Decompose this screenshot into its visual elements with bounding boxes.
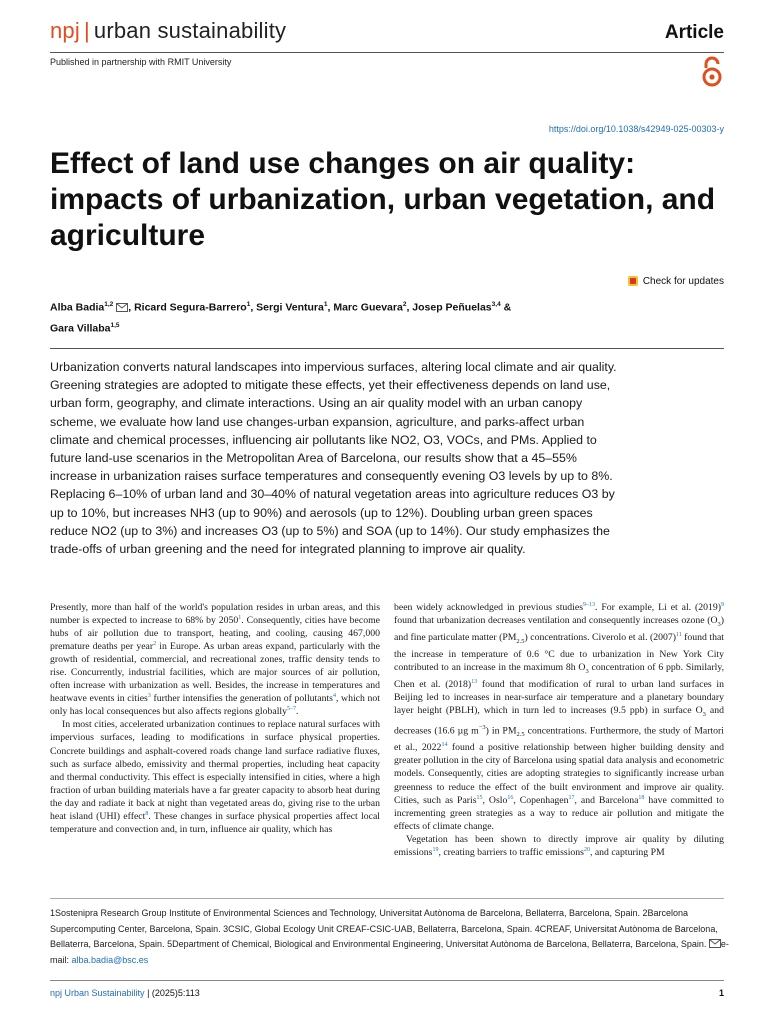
citation-ref[interactable]: 2 [153, 640, 157, 647]
mail-icon[interactable] [116, 303, 128, 312]
affiliation-text: 1Sostenipra Research Group Institute of Environmental Sciences and Technology, Universitat Autònoma de Barcelona, Bellaterra, Barcelona, Spain. 2Barcelona Supercomputing Center, Barcelona, Spain. 3CSIC, Global Ecology Unit CREAF-CSIC-UAB, Bellaterra, Barcelona, Spain. 4CREAF, Universitat Autònoma de Barcelona, Bellaterra, Barcelona, Spain. 5Department of Chemical, Biological and Environmental Engineering, Universitat Autònoma de Barcelona, Bellaterra, Barcelona, Spain. [50, 908, 718, 950]
author-affiliation: 3,4 [491, 301, 501, 308]
affiliations [50, 906, 730, 968]
partnership-note: Published in partnership with RMIT University [50, 57, 232, 67]
check-updates-label: Check for updates [642, 275, 724, 287]
citation-ref[interactable]: 20 [583, 846, 590, 853]
open-access-lock-icon[interactable] [701, 56, 723, 88]
citation-ref[interactable]: 9–13 [583, 601, 595, 608]
author-affiliation: 1 [323, 301, 328, 308]
journal-separator: | [83, 18, 90, 43]
article-type-label: Article [664, 22, 724, 43]
citation-ref[interactable]: 15 [476, 794, 483, 801]
doi-link[interactable]: https://doi.org/10.1038/s42949-025-00303-y [548, 124, 724, 134]
body-paragraph: Presently, more than half of the world's population resides in urban areas, and this number is expected to increase to 68% by 2050$^1$. Consequently, cities have become hubs of air pollution due to transport, heating, and cooling, causing 467,000 premature deaths per year$^2$ in Europe. As urban areas expand, particularly with the growth of residential, commercial, and recreational zones, traffic density tends to rise. Concurrently, industrial facilities, which are major sources of air pollution, often increase with urbanization as well. Besides, the increase in temperatures and heatwave events in cities$^3$ further intensifies the generation of pollutants$^4$, which not only has local consequences but also affects regions globally$^{5-7}$. [50, 602, 380, 718]
check-updates-icon [627, 275, 639, 287]
footer-journal-link[interactable]: npj Urban Sustainability [50, 988, 145, 998]
citation-ref[interactable]: 8 [145, 810, 149, 817]
body-column-right [394, 601, 724, 859]
citation-ref[interactable]: 1 [238, 614, 242, 621]
citation-ref[interactable]: 4 [332, 693, 336, 700]
citation-ref[interactable]: 16 [507, 794, 514, 801]
author-affiliation: 2 [402, 301, 407, 308]
citation-ref[interactable]: 17 [568, 794, 575, 801]
body-column-left [50, 601, 380, 836]
body-paragraph: been widely acknowledged in previous studies$^{9-13}$. For example, Li et al. (2019)$^9$ found that urbanization decreases ventilation and consequently increases ozone $(O_3)$ and fine particulate matter $(PM_{2.5})$ concentrations. Civerolo et al. (2007)$^{11}$ found that the increase in temperature of 0.6 °C due to urbanization in New York City contributed to an increase in the maximum 8h $O_3$ concentration of 6 ppb. Similarly, Chen et al. (2018)$^{13}$ found that modification of rural to urban land surfaces in Beijing led to increases in near-surface air temperature and a planetary boundary layer height (PBLH), which in turn led to increases (9.5 ppb) in surface $O_3$ and decreases (16.6 µg $m^{-3}$) in $PM_{2.5}$ concentrations. Furthermore, the study of Martori et al., 2022$^{14}$ found a positive relationship between higher building density and greater pollution in the city of Barcelona using spatial data analysis and econometric models. Consequently, cities are adopting strategies to significantly increase urban greenness to reduce the effect of the built environment and improve air quality. Cities, such as Paris$^{15}$, Oslo$^{16}$, Copenhagen$^{17}$, and Barcelona$^{18}$ have committed to incrementing green strategies as a way to reduce air pollution and mitigate the effects of climate change. [394, 601, 725, 832]
footer-divider [50, 980, 724, 981]
body-paragraph: Vegetation has been shown to directly improve air quality by diluting emissions$^{19}$, creating barriers to traffic emissions$^{20}$, and capturing PM [394, 833, 724, 858]
email-label: e-mail: [50, 939, 729, 965]
footer-citation: npj Urban Sustainability | (2025)5:113 [50, 988, 200, 998]
footer-volume: (2025)5:113 [151, 988, 200, 998]
check-updates-button[interactable] [627, 275, 724, 287]
author-name[interactable]: Sergi Ventura [256, 301, 324, 314]
journal-prefix: npj [50, 18, 80, 43]
citation-ref[interactable]: 5–7 [287, 706, 297, 713]
email-link[interactable]: alba.badia@bsc.es [71, 954, 149, 965]
author-name[interactable]: Ricard Segura-Barrero [134, 301, 247, 314]
author-name[interactable]: Marc Guevara [333, 301, 403, 314]
abstract: Urbanization converts natural landscapes into impervious surfaces, altering local climate and air quality. Greening strategies are adopted to mitigate these effects, yet their effectiveness depends on land use, urban form, geography, and climate interactions. Using an air quality model with an urban canopy scheme, we evaluate how land use changes-urban expansion, agriculture, and parks-affect urban climate and chemical processes, influencing air pollutants like NO2, O3, VOCs, and PMs. Applied to future land-use scenarios in the Metropolitan Area of Barcelona, our results show that a 45–55% increase in urbanization raises surface temperatures and consequently evening O3 levels by up to 8%. Replacing 6–10% of urban land and 30–40% of natural vegetation areas into agriculture reduces O3 by up to 10%, but increases NH3 (up to 90%) and aerosols (up to 12%). Doubling urban green spaces reduce NO2 (up to 3%) and increases O3 (up to 5%) and SOA (up to 14%). Our study emphasizes the trade-offs of urban greening and the need for integrated planning to improve air quality. [50, 360, 617, 557]
citation-ref[interactable]: 13 [471, 678, 478, 685]
body-paragraph: In most cities, accelerated urbanization continues to replace natural surfaces with impervious surfaces, leading to modifications in surface physical properties. Concrete buildings and asphalt-covered roads change land surface radiative fluxes, such as surface albedo, emissivity and thermal properties, including heat capacity and thermal conductivity. This effect is especially intensified in cities, where a high fraction of urban building materials have a far greater capacity to absorb heat during the day and radiate it back at night than vegetated areas do, giving rise to the urban heat island (UHI) effect$^8$. These changes in surface physical properties affect local temperature and convection and, in turn, influence air quality, which has [50, 719, 380, 835]
page-number: 1 [718, 988, 724, 998]
citation-ref[interactable]: 3 [147, 693, 151, 700]
citation-ref[interactable]: 19 [432, 846, 439, 853]
footnote-divider [50, 898, 724, 899]
masthead [50, 18, 724, 50]
abstract-divider [50, 348, 724, 349]
journal-title[interactable] [50, 18, 286, 44]
author-affiliation: 1,2 [104, 301, 114, 308]
author-name[interactable]: Alba Badia [50, 301, 105, 314]
author-list: Alba Badia$^{1,2}$ , Ricard Segura-Barrero$^1$, Sergi Ventura$^1$, Marc Guevara$^2$, Josep Peñuelas$^{3,4}$ & Gara Villaba$^{1,5}$ [50, 301, 512, 334]
author-name[interactable]: Josep Peñuelas [412, 301, 492, 314]
author-name[interactable]: Gara Villaba [50, 322, 111, 334]
citation-ref[interactable]: 18 [638, 794, 645, 801]
masthead-divider [50, 52, 724, 53]
journal-name: urban sustainability [93, 18, 287, 43]
citation-ref[interactable]: 11 [675, 631, 682, 638]
citation-ref[interactable]: 14 [441, 742, 448, 749]
citation-ref[interactable]: 9 [721, 601, 724, 608]
article-title: Effect of land use changes on air quality: impacts of urbanization, urban vegetation, and agriculture [50, 147, 716, 252]
mail-icon [709, 939, 721, 948]
author-affiliation: 1,5 [110, 321, 120, 329]
author-affiliation: 1 [246, 301, 251, 308]
